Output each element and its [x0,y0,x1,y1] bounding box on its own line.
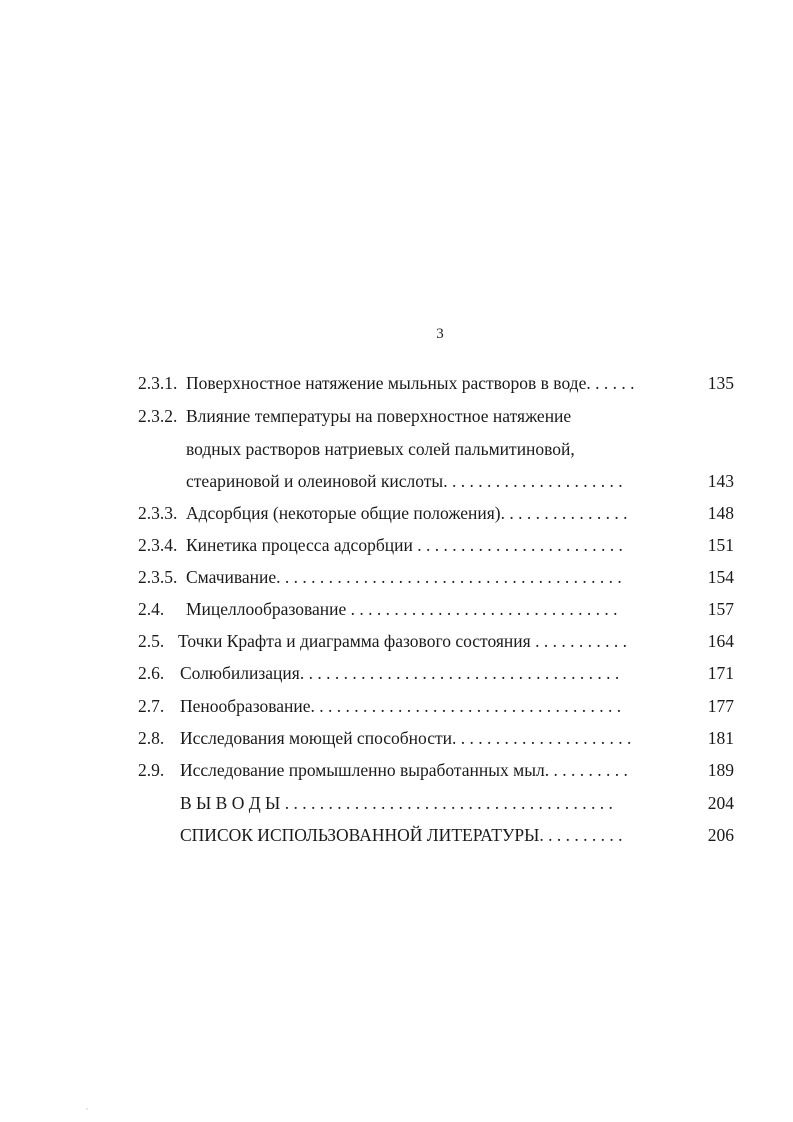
toc-entry-page: 157 [707,599,734,619]
toc-entry-title: водных растворов натриевых солей пальмитиновой, [186,439,575,459]
toc-entry-2-3-1 [0,371,793,395]
toc-entry-title: Точки Крафта и диаграмма фазового состояния . . . . . . . . . . . [178,631,627,651]
toc-entry-title: СПИСОК ИСПОЛЬЗОВАННОЙ ЛИТЕРАТУРЫ. . . . . . . . . . [180,825,623,845]
toc-entry-title: стеариновой и олеиновой кислоты. . . . . . . . . . . . . . . . . . . . . [186,471,623,491]
toc-entry-2-3-2 [0,404,793,428]
toc-entry-title: Влияние температуры на поверхностное натяжение [186,406,572,426]
toc-entry-number: 2.7. [138,696,165,716]
toc-entry-page: 151 [707,535,734,555]
toc-entry-title: Смачивание. . . . . . . . . . . . . . . . . . . . . . . . . . . . . . . . . . . . . . . . [186,567,622,587]
toc-entry-title: Пенообразование. . . . . . . . . . . . . . . . . . . . . . . . . . . . . . . . . . . . [180,696,622,716]
toc-entry-2-4 [0,597,793,621]
toc-entry-page: 206 [707,825,734,845]
toc-entry-2-7 [0,694,793,718]
page-number: 3 [436,326,444,342]
toc-entry-number: 2.4. [138,599,165,619]
toc-entry-number: 2.6. [138,663,165,683]
toc-entry-page: 189 [707,760,734,780]
toc-entry-2-3-3 [0,501,793,525]
toc-entry-page: 181 [707,728,734,748]
toc-entry-page: 204 [707,793,734,813]
toc-entry-page: 148 [707,503,734,523]
toc-entry-2-9 [0,758,793,782]
toc-entry-page: 177 [707,696,734,716]
toc-entry-number: 2.3.1. [138,373,178,393]
toc-entry-number: 2.8. [138,728,165,748]
toc-entry-number: 2.3.4. [138,535,178,555]
toc-entry-2-3-2-cont-2 [0,469,793,493]
toc-entry-page: 143 [707,471,734,491]
toc-entry-2-8 [0,726,793,750]
toc-entry-references [0,823,793,847]
toc-entry-title: Кинетика процесса адсорбции . . . . . . . . . . . . . . . . . . . . . . . . [186,535,623,555]
toc-entry-2-6 [0,661,793,685]
toc-entry-title: Исследования моющей способности. . . . . . . . . . . . . . . . . . . . . [180,728,632,748]
scan-speck [86,1108,88,1110]
toc-entry-2-5 [0,629,793,653]
toc-entry-title: В Ы В О Д Ы . . . . . . . . . . . . . . . . . . . . . . . . . . . . . . . . . . . . . . [180,793,613,813]
toc-entry-title: Адсорбция (некоторые общие положения). . . . . . . . . . . . . . . [186,503,628,523]
toc-entry-number: 2.5. [138,631,165,651]
toc-entry-page: 171 [707,663,734,683]
toc-entry-conclusions [0,791,793,815]
toc-entry-page: 135 [707,373,734,393]
toc-entry-page: 154 [707,567,734,587]
toc-entry-title: Солюбилизация. . . . . . . . . . . . . . . . . . . . . . . . . . . . . . . . . . . . . [180,663,620,683]
toc-entry-number: 2.3.3. [138,503,178,523]
toc-entry-2-3-4 [0,533,793,557]
toc-entry-title: Исследование промышленно выработанных мыл. . . . . . . . . . [180,760,628,780]
toc-entry-title: Поверхностное натяжение мыльных растворов в воде. . . . . . [186,373,635,393]
toc-entry-page: 164 [707,631,734,651]
toc-entry-2-3-2-cont-1 [0,437,793,461]
toc-entry-title: Мицеллообразование . . . . . . . . . . . . . . . . . . . . . . . . . . . . . . . [186,599,618,619]
toc-entry-2-3-5 [0,565,793,589]
toc-entry-number: 2.3.5. [138,567,178,587]
toc-entry-number: 2.9. [138,760,165,780]
toc-entry-number: 2.3.2. [138,406,178,426]
